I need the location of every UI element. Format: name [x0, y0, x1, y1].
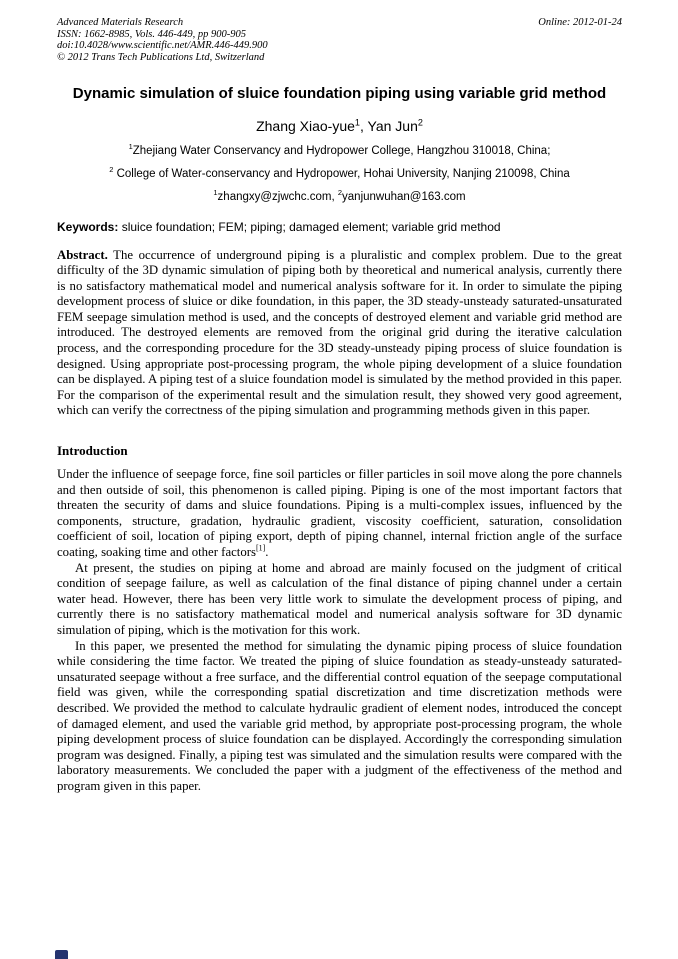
email-1: zhangxy@zjwchc.com, [217, 190, 338, 203]
affiliation-2-sup: 2 [109, 164, 114, 174]
intro-paragraph-3: In this paper, we presented the method for simulating the dynamic piping process of sluice foundation while considering the time factor. We treated the piping of sluice foundation as steady-unsteady saturated-unsaturated seepage without a free surface, and the differential control equation of the seepage computational field was given, while the corresponding spatial discretization and time discretization methods were described. We provided the method to calculate hydraulic gradient of element nodes, introduced the concept of damaged element, and used the variable grid method, by appropriate post-processing program, the whole piping development process of sluice foundation can be displayed. Accordingly the corresponding simulation program was designed. Finally, a piping test was simulated and the simulation results were compared with the laboratory measurements. We concluded the paper with a judgment of the effectiveness of the method and program given in this paper. [57, 638, 622, 793]
abstract [57, 248, 622, 420]
journal-header [57, 17, 622, 63]
author-2-affiliation-sup: 2 [417, 116, 423, 127]
affiliation-1 [57, 141, 622, 158]
keywords-label: Keywords: [57, 219, 119, 234]
intro-paragraph-1-text: Under the influence of seepage force, fine soil particles or filler particles in soil move along the pore channels and then outside of soil, this phenomenon is called piping. Piping is one of the most important factors that threaten the security of dams and sluice foundations. Piping is a multi-complex issues, influenced by the components, structure, gradation, hydraulic gradient, viscosity coefficient, saturation, consolidation coefficient of soil, location of piping export, depth of piping channel, internal friction angle of the surface coating, soaking time and other factors [57, 467, 622, 559]
keywords-text: sluice foundation; FEM; piping; damaged element; variable grid method [118, 219, 501, 234]
email-2: yanjunwuhan@163.com [342, 190, 466, 203]
issn-line: ISSN: 1662-8985, Vols. 446-449, pp 900-905 [57, 28, 246, 40]
author-2: Yan Jun [367, 117, 418, 134]
authors-separator: , [359, 117, 368, 134]
abstract-text: The occurrence of underground piping is a pluralistic and complex problem. Due to the great difficulty of the 3D dynamic simulation of piping both by theoretical and numerical analysis, currently there is no satisfactory mathematical model and numerical analysis software for it. In order to simulate the piping development process of sluice or dike foundation, in this paper, the 3D steady-unsteady saturated-unsaturated FEM seepage simulation method is used, and the concepts of destroyed element and variable grid method are introduced. The destroyed elements are removed from the original grid during the iterative calculation process, and the corresponding procedure for the 3D steady-unsteady piping process of sluice foundation is designed. Using appropriate post-processing program, the whole piping development of a sluice foundation can be displayed. A piping test of a sluice foundation model is simulated by the method provided in this paper. For the comparison of the experimental result and the simulation result, they showed very good agreement, which can verify the correctness of the piping simulation and programming methods given in this paper. [57, 247, 622, 418]
email-1-sup: 1 [213, 187, 218, 197]
intro-paragraph-1-tail: . [265, 545, 269, 559]
keywords-line [57, 220, 622, 235]
copyright-line: © 2012 Trans Tech Publications Ltd, Switzerland [57, 51, 265, 63]
abstract-label: Abstract. [57, 247, 108, 262]
footer-mark [55, 950, 68, 959]
affiliation-2 [57, 164, 622, 181]
author-emails [57, 187, 622, 204]
affiliation-1-text: Zhejiang Water Conservancy and Hydropower College, Hangzhou 310018, China; [132, 144, 551, 157]
citation-ref-1: [1] [256, 543, 266, 553]
online-date: Online: 2012-01-24 [538, 17, 622, 28]
authors-line [57, 117, 622, 135]
journal-name: Advanced Materials Research [57, 17, 184, 28]
author-1-affiliation-sup: 1 [354, 116, 360, 127]
paper-title: Dynamic simulation of sluice foundation piping using variable grid method [72, 85, 607, 102]
section-heading-introduction: Introduction [57, 443, 128, 459]
affiliation-1-sup: 1 [128, 141, 133, 151]
author-1: Zhang Xiao-yue [256, 117, 355, 134]
email-2-sup: 2 [337, 187, 343, 197]
affiliation-2-text: College of Water-conservancy and Hydropower, Hohai University, Nanjing 210098, China [113, 167, 570, 180]
doi-line: doi:10.4028/www.scientific.net/AMR.446-449.900 [57, 40, 268, 51]
journal-info [57, 17, 268, 63]
intro-paragraph-1 [57, 467, 622, 561]
intro-paragraph-2: At present, the studies on piping at home and abroad are mainly focused on the judgment of critical condition of seepage failure, as well as calculation of the final distance of piping channel under a certain water head. However, there has been very little work to simulate the development process of piping, and currently there is no satisfactory mathematical model and numerical analysis software for 3D dynamic simulation of piping, which is the motivation for this work. [57, 560, 622, 637]
